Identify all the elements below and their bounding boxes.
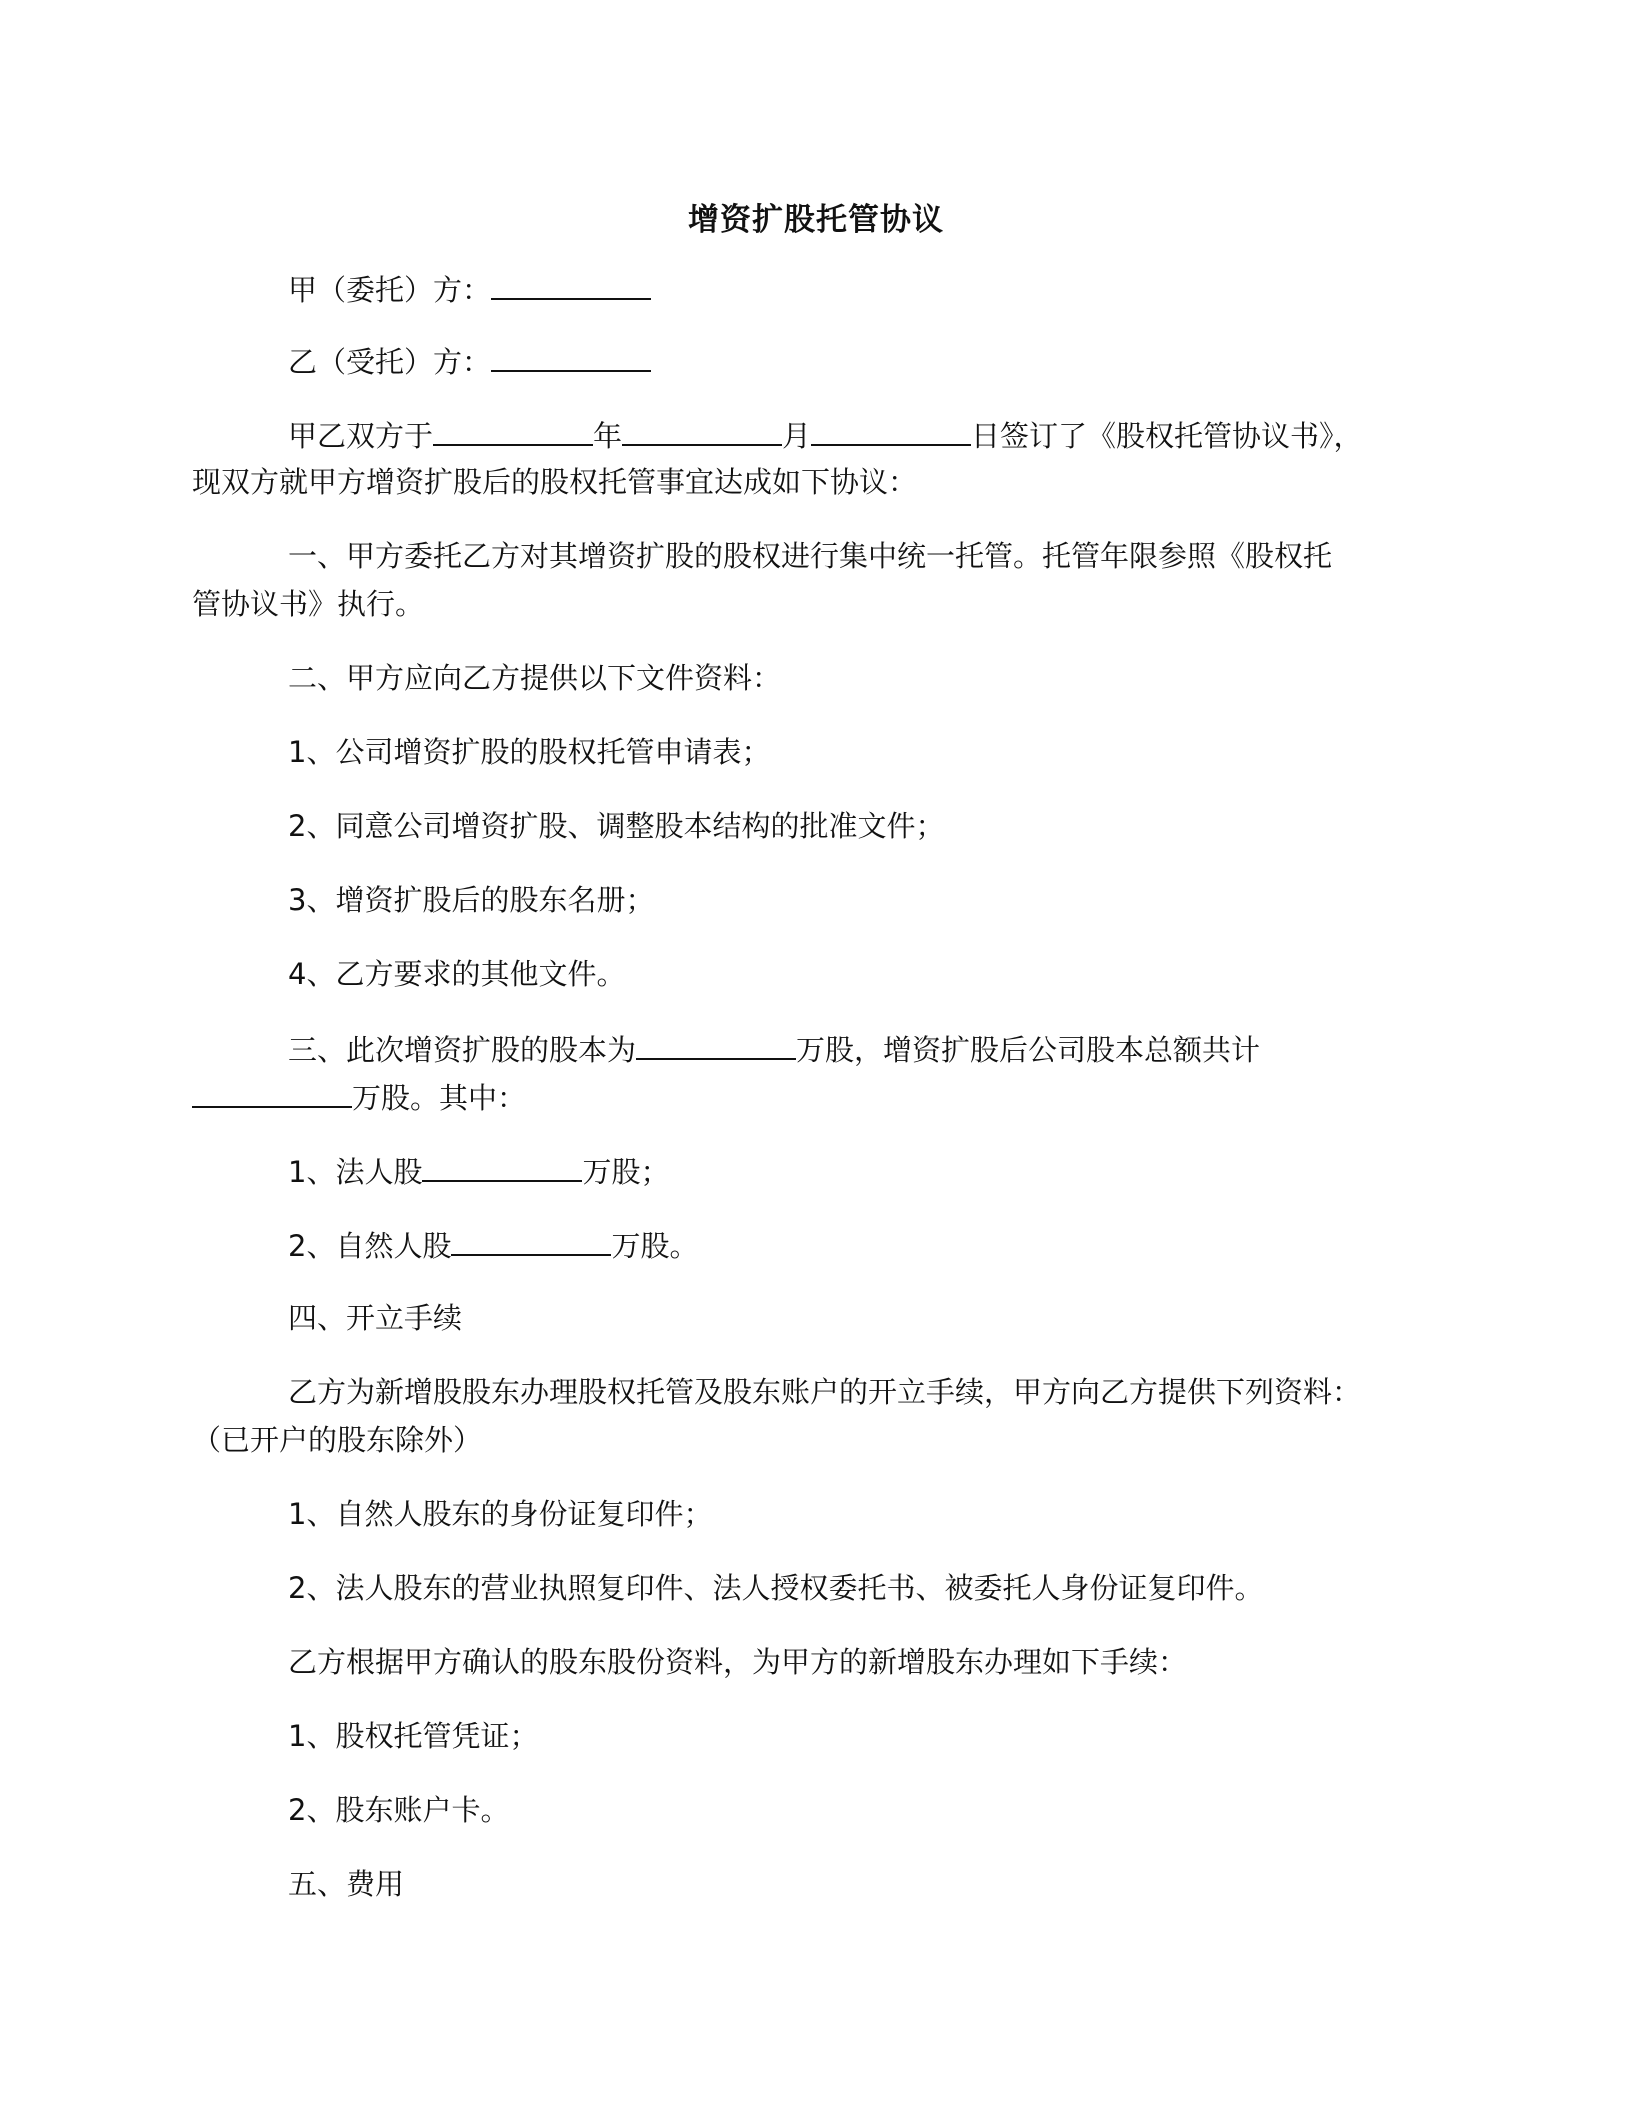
intro-line-1 (288, 412, 1363, 458)
list-item: 1、公司增资扩股的股权托管申请表； (288, 735, 771, 769)
legal-person-share-blank[interactable] (422, 1148, 582, 1182)
intro-day-suffix: 日签订了《股权托管协议书》， (971, 419, 1363, 453)
party-b-blank[interactable] (491, 338, 651, 372)
section3-prefix: 三、此次增资扩股的股本为 (288, 1033, 637, 1067)
intro-month: 月 (782, 419, 812, 453)
legal-person-share-line (288, 1148, 669, 1194)
intro-year: 年 (593, 419, 623, 453)
natural-person-share-label: 2、自然人股 (288, 1229, 452, 1263)
party-a-label: 甲（委托）方： (288, 273, 492, 307)
section4-para-line-1: 乙方为新增股股东办理股权托管及股东账户的开立手续，甲方向乙方提供下列资料： (288, 1375, 1362, 1409)
list-item: 3、增资扩股后的股东名册； (288, 883, 655, 917)
section4-heading: 四、开立手续 (288, 1301, 463, 1335)
section3-line-1 (288, 1026, 1260, 1072)
natural-person-share-unit: 万股。 (611, 1229, 699, 1263)
capital-increase-blank[interactable] (636, 1026, 796, 1060)
intro-prefix: 甲乙双方于 (288, 419, 434, 453)
section4-para-2: 乙方根据甲方确认的股东股份资料，为甲方的新增股东办理如下手续： (288, 1645, 1188, 1679)
section5-heading: 五、费用 (288, 1867, 405, 1901)
section1-line-1: 一、甲方委托乙方对其增资扩股的股权进行集中统一托管。托管年限参照《股权托 (288, 539, 1333, 573)
list-item: 2、股东账户卡。 (288, 1793, 510, 1827)
section3-line2-suffix: 万股。其中： (352, 1081, 527, 1115)
section1-line-2: 管协议书》执行。 (192, 587, 425, 621)
intro-line-2: 现双方就甲方增资扩股后的股权托管事宜达成如下协议： (192, 465, 918, 499)
section2-heading: 二、甲方应向乙方提供以下文件资料： (288, 661, 782, 695)
list-item: 1、股权托管凭证； (288, 1719, 539, 1753)
natural-person-share-line (288, 1222, 698, 1268)
list-item: 2、法人股东的营业执照复印件、法人授权委托书、被委托人身份证复印件。 (288, 1571, 1264, 1605)
total-capital-blank[interactable] (192, 1074, 352, 1108)
section3-line-2 (192, 1074, 526, 1120)
list-item: 2、同意公司增资扩股、调整股本结构的批准文件； (288, 809, 945, 843)
list-item: 4、乙方要求的其他文件。 (288, 957, 626, 991)
natural-person-share-blank[interactable] (451, 1222, 611, 1256)
section3-middle: 万股，增资扩股后公司股本总额共计 (796, 1033, 1261, 1067)
party-b-line (288, 338, 651, 384)
document-title: 增资扩股托管协议 (688, 202, 944, 238)
legal-person-share-unit: 万股； (582, 1155, 670, 1189)
intro-month-blank[interactable] (622, 412, 782, 446)
intro-day-blank[interactable] (811, 412, 971, 446)
party-a-line (288, 266, 651, 312)
party-b-label: 乙（受托）方： (288, 345, 492, 379)
intro-year-blank[interactable] (433, 412, 593, 446)
legal-person-share-label: 1、法人股 (288, 1155, 423, 1189)
party-a-blank[interactable] (491, 266, 651, 300)
section4-para-line-2: （已开户的股东除外） (192, 1423, 483, 1457)
list-item: 1、自然人股东的身份证复印件； (288, 1497, 713, 1531)
